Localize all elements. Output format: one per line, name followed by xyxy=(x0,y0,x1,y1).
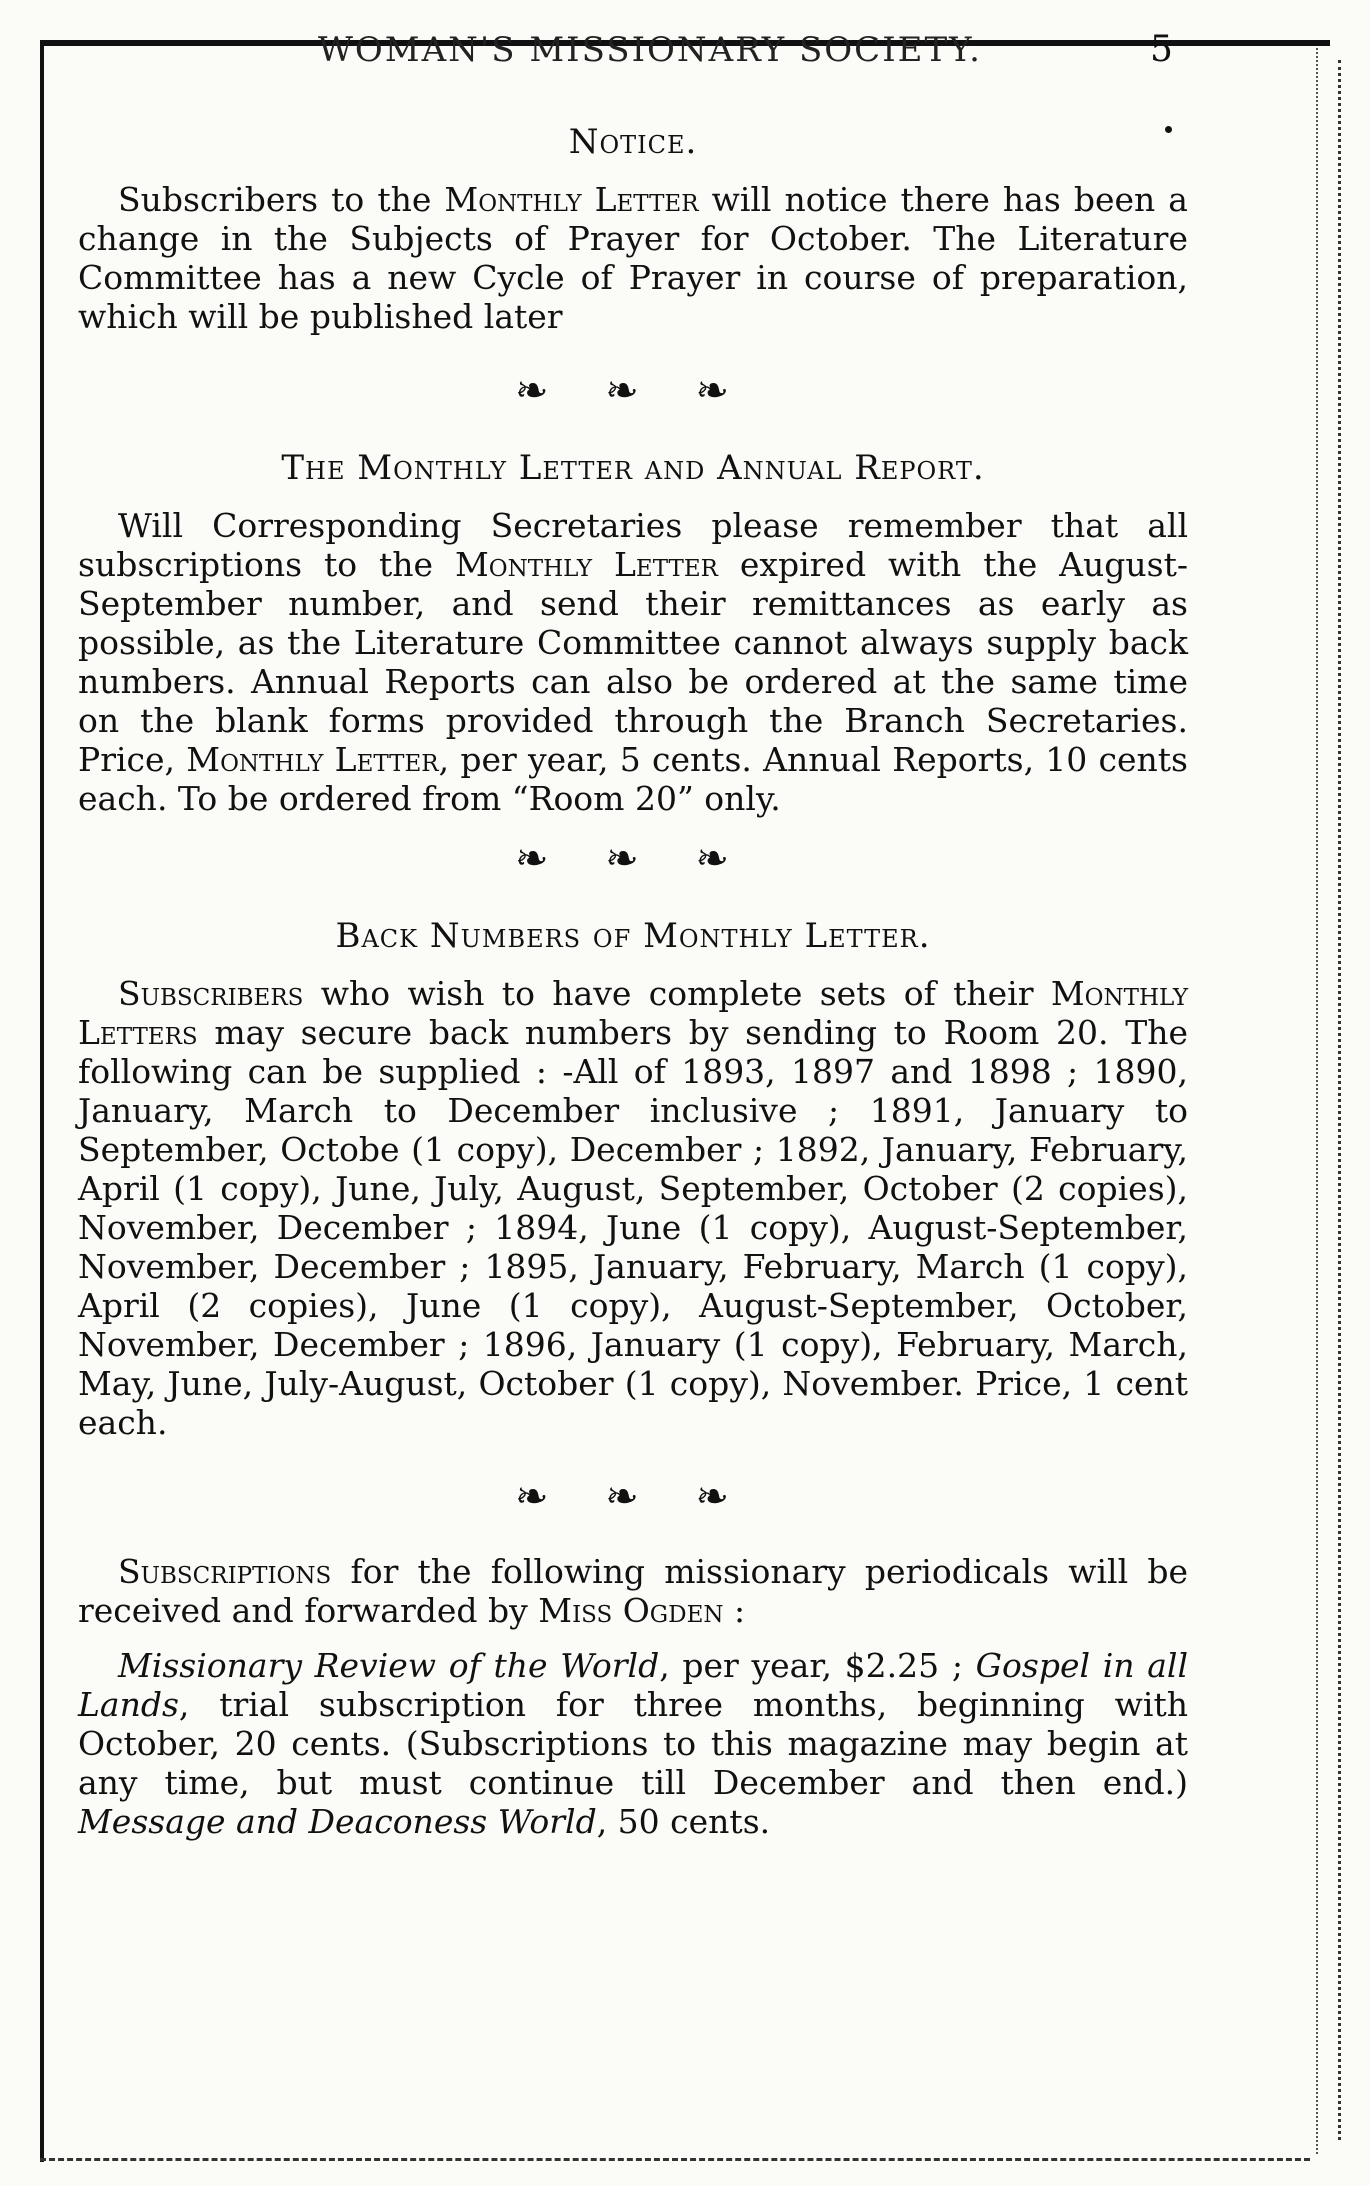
back-numbers-paragraph xyxy=(78,974,1188,1442)
periodical-missionary-review: Missionary Review of the World xyxy=(118,1646,660,1685)
page-content xyxy=(78,120,1188,1841)
periodical-gospel-in-all-lands: Gospel in all Lands xyxy=(78,1646,1188,1724)
monthly-letter-title: Monthly Letter xyxy=(444,180,699,219)
subscribers-word: Subscribers xyxy=(118,974,304,1013)
running-head: WOMAN'S MISSIONARY SOCIETY. xyxy=(317,30,982,70)
ornament-divider: ❧ ❧ ❧ xyxy=(515,836,751,882)
page-number: 5 xyxy=(1150,29,1173,70)
report-text-c: expired with the August-September number, and send their remittances as early as possible, as the Literature Committee cannot always supply back numbers. Annual Reports can also be ordered at the same time on the blank forms provided through the Branch Secretaries. Price, xyxy=(78,545,1188,779)
page-border-bottom xyxy=(40,2158,1310,2161)
page-border-right xyxy=(1316,48,1318,2154)
ornament-divider: ❧ ❧ ❧ xyxy=(515,368,751,414)
miss-ogden-name: Miss Ogden xyxy=(538,1591,724,1630)
ornament-divider: ❧ ❧ ❧ xyxy=(515,1474,751,1520)
monthly-letter-title: Monthly Letter xyxy=(186,740,439,779)
periodicals-text-f: , 50 cents. xyxy=(596,1802,771,1841)
page-edge-right xyxy=(1338,60,1341,2140)
back-numbers-text-b: who wish to have complete sets of their xyxy=(303,974,1051,1013)
monthly-letter-title: Monthly Letter xyxy=(454,545,718,584)
back-numbers-text-d: may secure back numbers by sending to Room 20. The following can be supplied : -All of 1893, 1897 and 1898 ; 1890, January, March to December inclusive ; 1891, January to September, Octobe (1 copy), December ; 1892, January, February, April (1 copy), June, July, August, September, October (2 copies), November, December ; 1894, June (1 copy), August-September, November, December ; 1895, January, February, March (1 copy), April (2 copies), June (1 copy), August-September, October, November, December ; 1896, January (1 copy), February, March, May, June, July-August, October (1 copy), November. Price, 1 cent each. xyxy=(78,1013,1188,1442)
periodicals-text-d: , trial subscription for three months, beginning with October, 20 cents. (Subscriptions to this magazine may begin at any time, but must continue till December and then end.) xyxy=(78,1685,1188,1802)
periodicals-paragraph xyxy=(78,1646,1188,1841)
subscriptions-text-b: for the following missionary periodicals will be received and forwarded by xyxy=(78,1552,1188,1630)
report-heading: The Monthly Letter and Annual Report. xyxy=(281,448,985,488)
back-numbers-heading: Back Numbers of Monthly Letter. xyxy=(335,916,931,956)
report-text-e: , per year, 5 cents. Annual Reports, 10 cents each. To be ordered from “Room 20” only. xyxy=(78,740,1188,818)
subscriptions-paragraph xyxy=(78,1552,1188,1630)
page-border-left xyxy=(40,40,44,2162)
report-paragraph xyxy=(78,506,1188,818)
subscriptions-word: Subscriptions xyxy=(118,1552,332,1591)
notice-paragraph xyxy=(78,180,1188,336)
subscriptions-text-d: : xyxy=(723,1591,746,1630)
notice-text-c: will notice there has been a change in the Subjects of Prayer for October. The Literature Committee has a new Cycle of Prayer in course of preparation, which will be published later xyxy=(78,180,1188,336)
periodical-message-deaconess-world: Message and Deaconess World xyxy=(78,1802,597,1841)
periodicals-text-b: , per year, $2.25 ; xyxy=(659,1646,976,1685)
report-text-a: Will Corresponding Secretaries please remember that all subscriptions to the xyxy=(78,506,1188,584)
notice-heading: Notice. xyxy=(568,122,698,162)
notice-text-a: Subscribers to the xyxy=(118,180,445,219)
monthly-letters-title: Monthly Letters xyxy=(78,974,1188,1052)
